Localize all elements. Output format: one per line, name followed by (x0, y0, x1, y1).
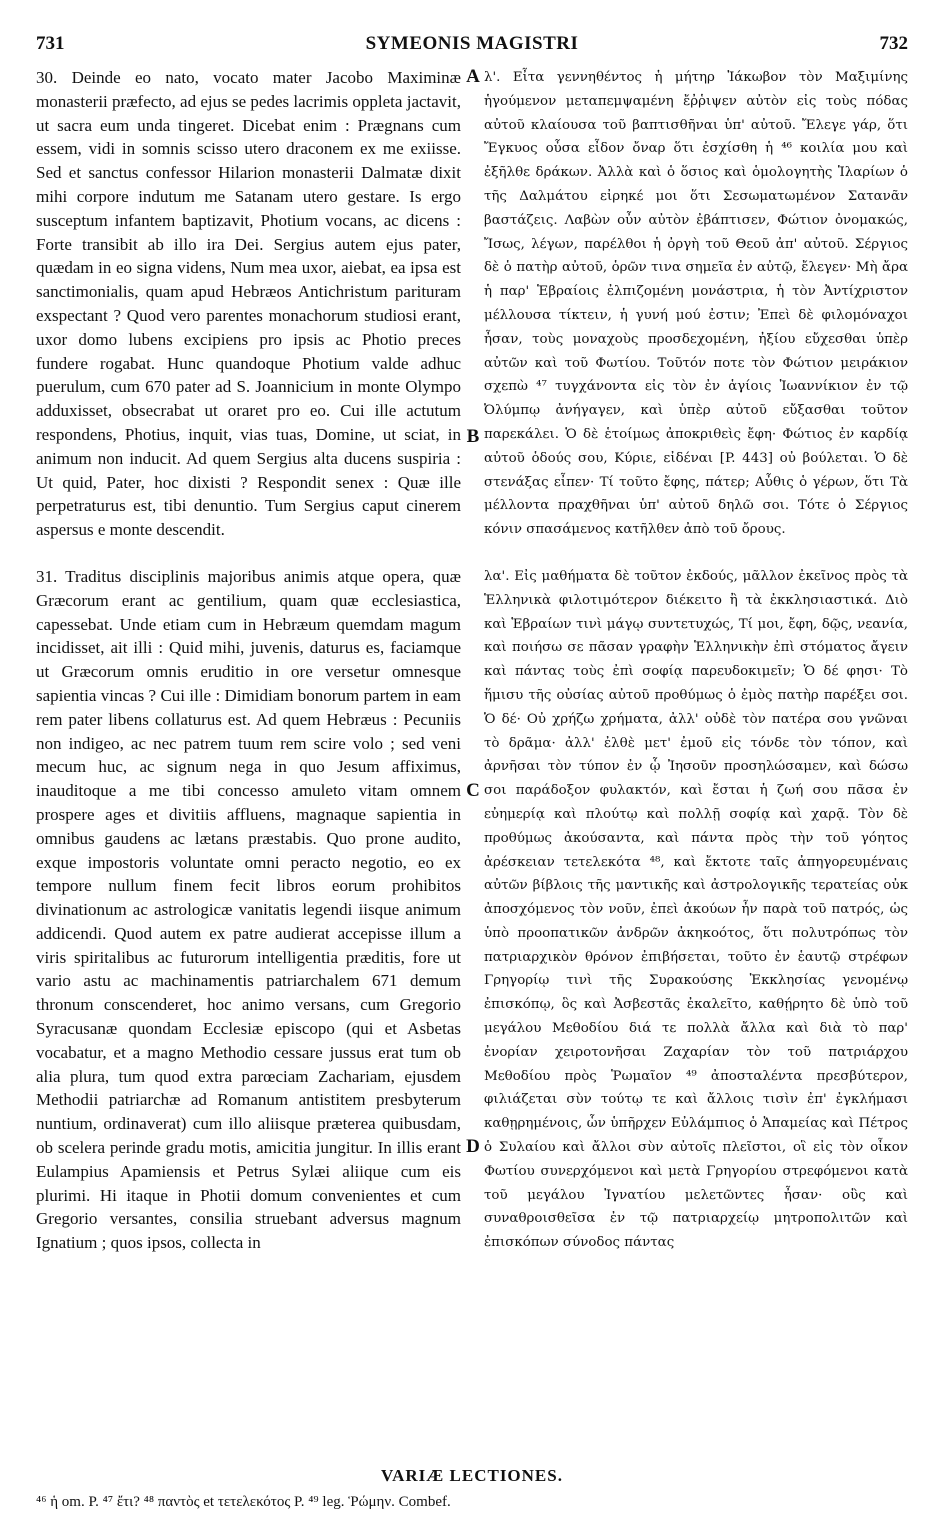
margin-letter-c: C (466, 780, 480, 801)
latin-paragraph-30: 30. Deinde eo nato, vocato mater Jacobo Maximinæ monasterii præfecto, ad ejus se pedes lacrimis oppleta jactavit, ut sacra eum unda tingeret. Dicebat enim : Prægnans cum essem, vidi in somnis scisso utero draconem ex me exiisse. Sed et sanctus confessor Hilarion monasterii Dalmatæ dixit mihi corpore indutum me Satanam utero gestare. Is ergo susceptum infantem baptizavit, Photium vocans, ac dicens : Forte transibit ab illo ira Dei. Sergius autem ejus pater, quædam in eo signa videns, Num mea uxor, aiebat, ea ipsa est sanctimonialis, quam apud Hebræos Antichristum parituram exspectant ? Quod vero parentes monachorum studiosi erant, uxor domo lubens excipiens pro ipsis ac Photio preces fundere rogabat. Hunc quandoque Photium valde adhuc puerulum, cum 670 pater ad S. Joannicium in monte Olympo adduxisset, obsecrabat ut oraret pro eo. Cui ille actutum respondens, Photius, inquit, vias tuas, Domine, ut sciat, in animum non inducit. Ad quem Sergius alta ducens suspiria : Ut quid, Pater, hoc dixisti ? Respondit senex : Quæ ille perpetraturus est, tibi denuntio. Tum Sergius caput cinerem aspersus e monte descendit. (36, 68, 461, 540)
margin-letter-b: B (466, 426, 480, 447)
page-number-left: 731 (36, 33, 65, 54)
margin-letter-a: A (466, 66, 480, 87)
margin-letter-d: D (466, 1136, 480, 1157)
page-number-right: 732 (879, 33, 908, 54)
running-title: SYMEONIS MAGISTRI (365, 33, 579, 54)
variae-lectiones-title: VARIÆ LECTIONES. (381, 1466, 563, 1485)
latin-paragraph-31: 31. Traditus disciplinis majoribus animis atque opera, quæ Græcorum erant ac gentilium, quam quæ ecclesiastica, capessebat. Unde etiam cum in Hebræum quemdam magum incidisset, ait illi : Quid mihi, juvenis, daturus es, faciamque ut Græcorum omnis eruditio in ore versetur omnesque sapientia vincas ? Cui ille : Dimidiam bonorum partem in eam rem pater libens collaturus est. Ad quem Hebræus : Pecuniis non indigeo, ac nec patrem tuum rem scire volo ; sed veni mecum huc, ac signum nega in quo Jesum affiximus, inauditoque a me tibi concesso amuleto vitam omnem prospere ages et divitiis affluens, magnaque sapientia in omnibus gaudens ac lætans præstabis. Quo prone audito, exque impostoris voluntate omni peracto negotio, eo ex tempore nullum finem fecit libros eorum prohibitos divinationum ac astrologicæ vanitatis legendi iisque animum addicendi. Quod autem ex patre audierat accepisse illum a viris spiritalibus ac futurorum intelligentia præditis, fore ut vario astu ac machinamentis patriarchalem 671 demum thronum conscenderet, hoc animo versans, cum Gregorio Syracusanæ quondam Ecclesiæ episcopo (qui et Asbetas vocabatur, et a magno Methodio cessare jussus erat tum ob alia plura, tum quod extra parœciam Zachariam, ejusdem Methodii patriarchæ ad Romanum antistitem presbyterum nuntium, ordinaverat) cum illo aliisque præterea quibusdam, ob scelera perinde gradu motis, amicitia jungitur. In illis erant Eulampius Apamiensis et Petrus Sylæi aliique cum eis plurimi. Hi itaque in Photii domum convenientes et cum Gregorio versantes, consilia struebant adversus magnum Ignatium ; quos ipsos, collecta in (36, 566, 461, 1253)
greek-column (484, 66, 908, 1255)
footnotes: ⁴⁶ ἡ om. P. ⁴⁷ ἔτι? ⁴⁸ παντὸς et τετελεκότος P. ⁴⁹ leg. Ῥώμην. Combef. (36, 1494, 451, 1510)
greek-paragraph-31: λα'. Εἰς μαθήματα δὲ τοῦτον ἐκδούς, μᾶλλον ἐκεῖνος πρὸς τὰ Ἑλληνικὰ φιλοτιμότερον διέκειτο ἢ τὰ ἐκκλησιαστικά. Διὸ καὶ Ἑβραίων τινὶ μάγῳ συντετυχώς, Τί μοι, ἔφη, δῷς, νεανία, καὶ ποιήσω σε πᾶσαν γραφὴν Ἑλληνικὴν ἐπὶ στόματος ἄγειν καὶ πάντας τοὺς ἐπὶ σοφίᾳ παρευδοκιμεῖν; Ὁ δέ φησι· Τὸ ἥμισυ τῆς οὐσίας αὐτοῦ προθύμως ὁ ἐμὸς πατὴρ παρέξει σοι. Ὁ δέ· Οὐ χρήζω χρήματα, ἀλλ' οὐδὲ τὸν πατέρα σου γνῶναι τὸ δρᾶμα· ἀλλ' ἐλθὲ μετ' ἐμοῦ εἰς τόνδε τὸν τόπον, καὶ ἀρνῆσαι τὸν τύπον ἐν ᾧ Ἰησοῦν προσηλώσαμεν, καὶ δώσω σοι παράδοξον φυλακτόν, καὶ ἔσται ἡ ζωή σου πᾶσα ἐν εὐημερίᾳ καὶ πλούτῳ καὶ πολλῇ σοφίᾳ καὶ χαρᾷ. Τὸν δὲ προθύμως ἀκούσαντα, καὶ πάντα πρὸς τὴν τοῦ γόητος ἀρέσκειαν τετελεκότα ⁴⁸, καὶ ἔκτοτε ταῖς ἀπηγορευμέναις αὐτῶν βίβλοις τῆς μαντικῆς καὶ ἀστρολογικῆς τερατείας οὐκ ἀποσχόμενος τὸν νοῦν, ἐπεὶ ἀκούων ἦν παρὰ τοῦ πατρός, ὡς ὑπὸ προοπατικῶν ἀνδρῶν ἀκηκοότος, ὅτι πολυτρόπως τὸν πατριαρχικὸν θρόνον ἐπιβήσεται, τοῦτο ἐν ἑαυτῷ στρέφων Γρηγορίῳ τινὶ τῆς Συρακούσης Ἐκκλησίας γενομένῳ ἐπισκόπῳ, ὃς καὶ Ἀσβεστᾶς ἐκαλεῖτο, καθῄρητο δὲ ὑπὸ τοῦ μεγάλου Μεθοδίου διά τε πολλὰ ἄλλα καὶ διὰ τὸ παρ' ἐνορίαν χειροτονῆσαι Ζαχαρίαν τὸν τοῦ πατριάρχου Μεθοδίου πρὸς Ῥωμαῖον ⁴⁹ ἀποσταλέντα πρεσβύτερον, φιλιάζεται σὺν τούτῳ τε καὶ ἄλλοις τισὶν ἐπ' ἐγκλήμασι καθῃρημένοις, ὧν ὑπῆρχεν Εὐλάμπιος ὁ Ἀπαμείας καὶ Πέτρος ὁ Συλαίου καὶ ἄλλοι σὺν αὐτοῖς πλεῖστοι, οἳ εἰς τὸν οἶκον Φωτίου συνερχόμενοι καὶ μετὰ Γρηγορίου στρεφόμενοι κατὰ τοῦ μεγάλου Ἰγνατίου μελετῶντες ἦσαν· οὓς καὶ συναθροισθεῖσα ἐν τῷ πατριαρχείῳ μητροπολιτῶν καὶ ἐπισκόπων σύνοδος πάντας (484, 568, 908, 1251)
greek-paragraph-30: λ'. Εἶτα γεννηθέντος ἡ μήτηρ Ἰάκωβον τὸν Μαξιμίνης ἡγούμενον μεταπεμψαμένη ἔῤῥιψεν αὐτὸν εἰς τοὺς πόδας αὐτοῦ κλαίουσα τοῦ βαπτισθῆναι ὑπ' αὐτοῦ. Ἔλεγε γάρ, ὅτι Ἔγκυος οὖσα εἶδον ὄναρ ὅτι ἐσχίσθη ἡ ⁴⁶ κοιλία μου καὶ ἐξῆλθε δράκων. Ἀλλὰ καὶ ὁ ὅσιος καὶ ὁμολογητὴς Ἱλαρίων ὁ τῆς Δαλμάτου εἰρηκέ μοι ὅτι Σεσωματωμένον Σατανᾶν βαστάζεις. Λαβὼν οὖν αὐτὸν ἐβάπτισεν, Φώτιον ὀνομακώς, Ἴσως, λέγων, παρέλθοι ἡ ὀργὴ τοῦ Θεοῦ ἀπ' αὐτοῦ. Σέργιος δὲ ὁ πατὴρ αὐτοῦ, ὁρῶν τινα σημεῖα ἐν αὐτῷ, ἔλεγεν· Μὴ ἄρα ἡ παρ' Ἑβραίοις ἐλπιζομένη μονάστρια, ἡ τὸν Ἀντίχριστον μέλλουσα τίκτειν, ἡ γυνή μού ἐστιν; Ἐπεὶ δὲ φιλομόναχοι ἦσαν, τοὺς μοναχοὺς προσδεχομένη, ἠξίου εὔχεσθαι ὑπὲρ αὐτῶν καὶ τοῦ Φωτίου. Τοῦτόν ποτε τὸν Φώτιον μειράκιον σχεπὼ ⁴⁷ τυγχάνοντα εἰς τὸν ἐν ἁγίοις Ἰωαννίκιον ἐν τῷ Ὀλύμπῳ ἀνήγαγεν, καὶ ὑπὲρ αὐτοῦ εὔξασθαι τοῦτον παρεκάλει. Ὁ δὲ ἑτοίμως ἀποκριθεὶς ἔφη· Φώτιος ἐν καρδίᾳ αὐτοῦ ὁδούς σου, Κύριε, εἰδέναι [P. 443] οὐ βούλεται. Ὁ δὲ στενάξας εἶπεν· Τί τοῦτο ἔφης, πάτερ; Αὖθις ὁ γέρων, ὅτι Τὰ μέλλοντα πραχθῆναι ὑπ' αὐτοῦ δηλῶ σοι. Τότε ὁ Σέργιος κόνιν σπασάμενος κατῆλθεν ἀπὸ τοῦ ὄρους. (484, 70, 908, 538)
latin-column (36, 66, 461, 1255)
page-header (36, 33, 908, 57)
